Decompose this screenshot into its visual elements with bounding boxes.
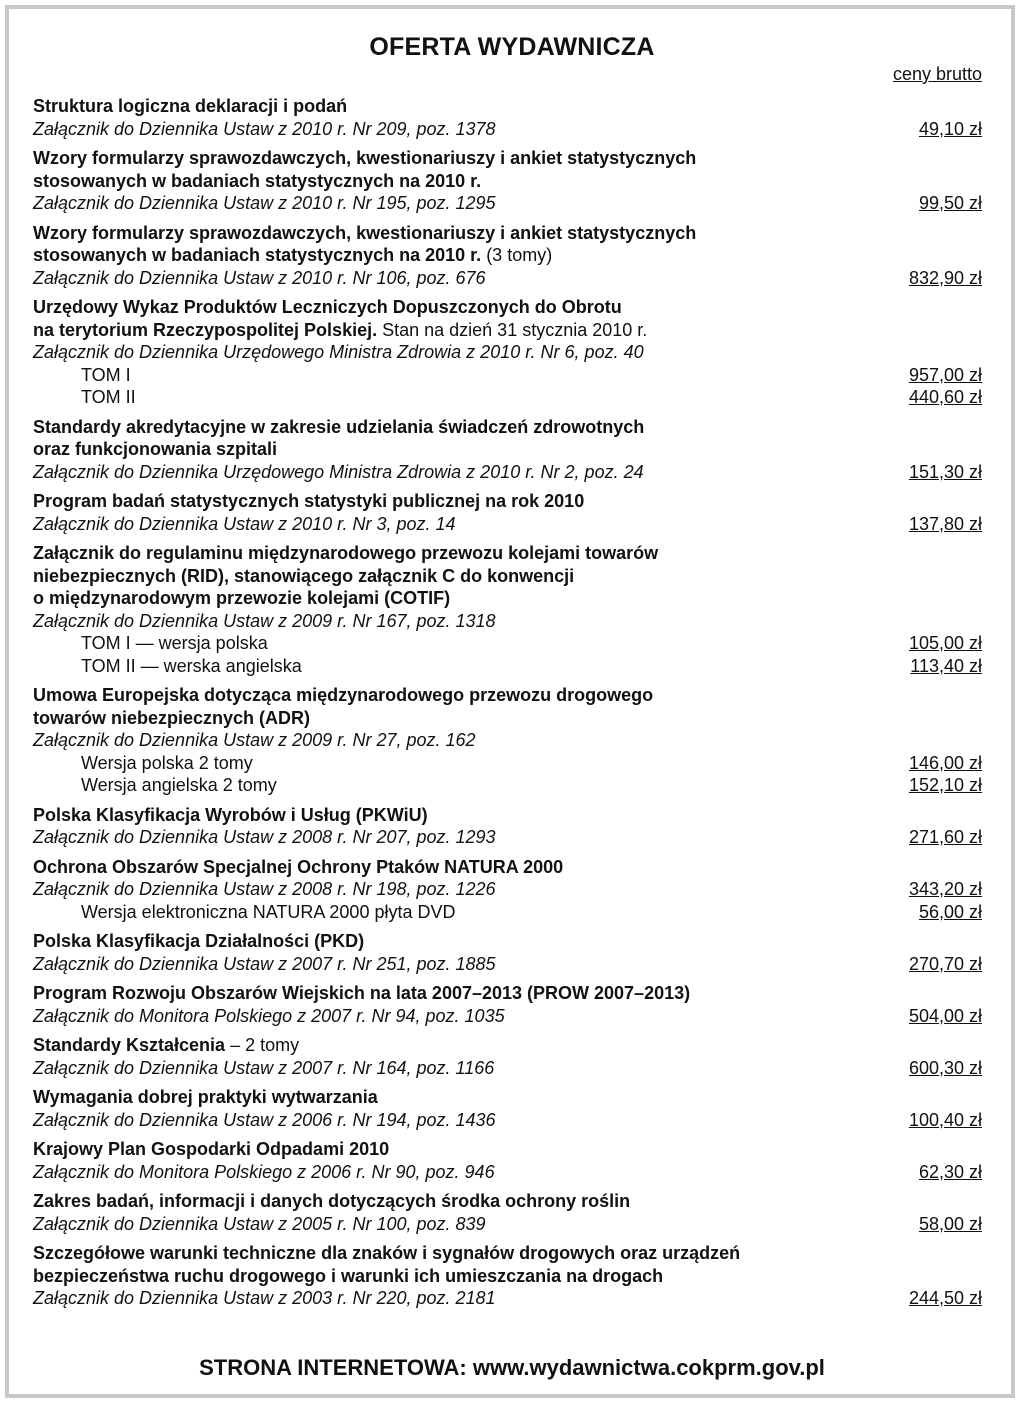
publication-price: 49,10 zł [918, 118, 982, 139]
publication-title-line [33, 1242, 982, 1265]
publication-entry [33, 222, 982, 290]
publication-title: Załącznik do regulaminu międzynarodowego przewozu kolejami towarów [33, 543, 659, 563]
publication-title: Ochrona Obszarów Specjalnej Ochrony Ptaków NATURA 2000 [33, 856, 564, 877]
publication-title-line [33, 542, 982, 565]
publication-entry [33, 490, 982, 535]
publication-title-line [33, 565, 982, 588]
volume-line [33, 655, 982, 678]
publication-source: Załącznik do Dziennika Ustaw z 2010 r. Nr 209, poz. 1378 [33, 118, 496, 139]
publication-title: Wzory formularzy sprawozdawczych, kwestionariuszy i ankiet statystycznych [33, 222, 697, 243]
publication-source: Załącznik do Dziennika Urzędowego Ministra Zdrowia z 2010 r. Nr 6, poz. 40 [33, 342, 644, 362]
publication-title: Wzory formularzy sprawozdawczych, kwestionariuszy i ankiet statystycznych [33, 148, 697, 168]
publication-title-line [33, 319, 982, 342]
publication-source-line [33, 878, 982, 901]
publication-list [33, 95, 982, 1317]
publication-source: Załącznik do Dziennika Ustaw z 2008 r. Nr 207, poz. 1293 [33, 827, 496, 847]
volume-line [33, 386, 982, 409]
publication-entry [33, 1190, 982, 1235]
publication-title-line [33, 587, 982, 610]
publication-price: 600,30 zł [908, 1057, 982, 1078]
publication-title-line [33, 222, 982, 245]
publication-price: 151,30 zł [908, 461, 982, 482]
publication-entry [33, 930, 982, 975]
publication-title: Wymagania dobrej praktyki wytwarzania [33, 1087, 378, 1107]
publication-source: Załącznik do Dziennika Urzędowego Ministra Zdrowia z 2010 r. Nr 2, poz. 24 [33, 461, 644, 482]
publication-title: Umowa Europejska dotycząca międzynarodowego przewozu drogowego [33, 685, 654, 705]
publication-title-line [33, 95, 982, 118]
publication-title: Standardy akredytacyjne w zakresie udzielania świadczeń zdrowotnych [33, 416, 645, 437]
prices-column-header: ceny brutto [892, 64, 982, 84]
publication-entry [33, 856, 982, 924]
volume-label: TOM II [81, 387, 136, 407]
publication-source-line [33, 267, 982, 290]
publication-price: 832,90 zł [908, 267, 982, 288]
publication-source-line [33, 1213, 982, 1236]
volume-line [33, 774, 982, 797]
publication-title: na terytorium Rzeczypospolitej Polskiej. [33, 319, 378, 340]
publication-title-line [33, 1265, 982, 1288]
publication-source-line [33, 1161, 982, 1184]
publication-price: 58,00 zł [918, 1213, 982, 1234]
website-footer: STRONA INTERNETOWA: www.wydawnictwa.cokprm.gov.pl [199, 1355, 825, 1380]
volume-label: Wersja angielska 2 tomy [81, 775, 277, 795]
publication-title: Struktura logiczna deklaracji i podań [33, 96, 348, 116]
publication-title-line [33, 1086, 982, 1109]
publication-title-suffix: (3 tomy) [481, 245, 553, 265]
publication-title-line [33, 982, 982, 1005]
publication-source-line [33, 826, 982, 849]
publication-price: 343,20 zł [908, 879, 982, 899]
volume-line [33, 901, 982, 924]
publication-title-line [33, 490, 982, 513]
publication-source-line [33, 1287, 982, 1310]
publication-source: Załącznik do Dziennika Ustaw z 2003 r. Nr 220, poz. 2181 [33, 1288, 496, 1308]
publication-title: stosowanych w badaniach statystycznych na 2010 r. [33, 170, 482, 191]
publication-price: 100,40 zł [908, 1109, 982, 1130]
volume-label: TOM II — werska angielska [81, 655, 302, 676]
volume-price: 957,00 zł [908, 364, 982, 385]
publication-entry [33, 804, 982, 849]
publication-source-line [33, 1005, 982, 1028]
publication-entry [33, 147, 982, 215]
publication-source-line [33, 1109, 982, 1132]
publication-source: Załącznik do Dziennika Ustaw z 2009 r. Nr 167, poz. 1318 [33, 610, 496, 631]
publication-price: 62,30 zł [918, 1161, 982, 1182]
volume-price: 440,60 zł [908, 387, 982, 407]
publication-source-line [33, 953, 982, 976]
publication-title: Szczegółowe warunki techniczne dla znaków i sygnałów drogowych oraz urządzeń [33, 1243, 741, 1263]
publication-title: Zakres badań, informacji i danych dotyczących środka ochrony roślin [33, 1191, 631, 1211]
publication-title-line [33, 1034, 982, 1057]
publication-title-line [33, 147, 982, 170]
publication-title-line [33, 930, 982, 953]
publication-price: 137,80 zł [908, 513, 982, 534]
publication-price: 504,00 zł [908, 1005, 982, 1026]
publication-price: 270,70 zł [908, 953, 982, 974]
publication-title: Polska Klasyfikacja Działalności (PKD) [33, 931, 365, 951]
publication-price: 271,60 zł [908, 827, 982, 847]
publication-title: Standardy Kształcenia [33, 1035, 226, 1055]
publication-entry [33, 684, 982, 797]
publication-entry [33, 1034, 982, 1079]
volume-price: 152,10 zł [908, 775, 982, 795]
publication-title-line [33, 244, 982, 267]
volume-price: 105,00 zł [908, 633, 982, 653]
publication-source-line [33, 729, 982, 752]
publication-title: bezpieczeństwa ruchu drogowego i warunki ich umieszczania na drogach [33, 1265, 664, 1286]
volume-label: Wersja polska 2 tomy [81, 752, 253, 773]
publication-entry [33, 296, 982, 409]
publication-entry [33, 1086, 982, 1131]
publication-title: Krajowy Plan Gospodarki Odpadami 2010 [33, 1139, 390, 1159]
publication-price: 99,50 zł [918, 193, 982, 213]
publication-title-line [33, 707, 982, 730]
publication-entry [33, 416, 982, 484]
publication-title: Program badań statystycznych statystyki publicznej na rok 2010 [33, 491, 585, 511]
volume-label: Wersja elektroniczna NATURA 2000 płyta DVD [81, 901, 456, 922]
volume-price: 146,00 zł [908, 752, 982, 773]
publication-title: oraz funkcjonowania szpitali [33, 439, 278, 459]
page-title: OFERTA WYDAWNICZA [369, 33, 655, 61]
volume-line [33, 364, 982, 387]
publication-entry [33, 1242, 982, 1310]
publication-entry [33, 542, 982, 677]
publication-title: stosowanych w badaniach statystycznych na 2010 r. [33, 245, 482, 265]
publication-title: Program Rozwoju Obszarów Wiejskich na lata 2007–2013 (PROW 2007–2013) [33, 983, 691, 1003]
publication-entry [33, 95, 982, 140]
publication-title: niebezpiecznych (RID), stanowiącego załącznik C do konwencji [33, 565, 575, 586]
publication-source: Załącznik do Dziennika Ustaw z 2007 r. Nr 164, poz. 1166 [33, 1057, 495, 1078]
publication-title: towarów niebezpiecznych (ADR) [33, 707, 311, 728]
volume-line [33, 752, 982, 775]
publication-source-line [33, 1057, 982, 1080]
publication-title-line [33, 804, 982, 827]
publication-title-line [33, 416, 982, 439]
publication-entry [33, 982, 982, 1027]
volume-line [33, 632, 982, 655]
publication-title-suffix: Stan na dzień 31 stycznia 2010 r. [377, 319, 648, 340]
publication-source-line [33, 513, 982, 536]
publication-source-line [33, 118, 982, 141]
publication-source-line [33, 461, 982, 484]
publication-source-line [33, 610, 982, 633]
publication-source: Załącznik do Dziennika Ustaw z 2010 r. Nr 3, poz. 14 [33, 513, 456, 534]
volume-label: TOM I [81, 364, 131, 385]
publication-title: Polska Klasyfikacja Wyrobów i Usług (PKWiU) [33, 804, 428, 825]
publication-source-line [33, 192, 982, 215]
publication-source-line [33, 341, 982, 364]
volume-price: 56,00 zł [918, 901, 982, 922]
publication-source: Załącznik do Dziennika Ustaw z 2008 r. Nr 198, poz. 1226 [33, 879, 496, 899]
publication-source: Załącznik do Monitora Polskiego z 2006 r. Nr 90, poz. 946 [33, 1161, 495, 1182]
publication-source: Załącznik do Dziennika Ustaw z 2010 r. Nr 106, poz. 676 [33, 267, 486, 288]
publication-title-line [33, 856, 982, 879]
publication-title-line [33, 684, 982, 707]
publication-source: Załącznik do Dziennika Ustaw z 2006 r. Nr 194, poz. 1436 [33, 1109, 496, 1130]
publication-title-suffix: – 2 tomy [225, 1035, 300, 1055]
publication-title-line [33, 296, 982, 319]
publication-source: Załącznik do Dziennika Ustaw z 2010 r. Nr 195, poz. 1295 [33, 193, 496, 213]
publication-title-line [33, 170, 982, 193]
publication-price: 244,50 zł [908, 1288, 982, 1308]
publication-title-line [33, 1190, 982, 1213]
volume-price: 113,40 zł [910, 655, 982, 676]
publication-source: Załącznik do Dziennika Ustaw z 2007 r. Nr 251, poz. 1885 [33, 953, 496, 974]
publication-title: o międzynarodowym przewozie kolejami (COTIF) [33, 588, 451, 608]
volume-label: TOM I — wersja polska [81, 633, 268, 653]
publication-source: Załącznik do Monitora Polskiego z 2007 r. Nr 94, poz. 1035 [33, 1005, 505, 1026]
publication-source: Załącznik do Dziennika Ustaw z 2009 r. Nr 27, poz. 162 [33, 730, 476, 750]
publication-source: Załącznik do Dziennika Ustaw z 2005 r. Nr 100, poz. 839 [33, 1213, 486, 1234]
publication-title-line [33, 438, 982, 461]
publication-title: Urzędowy Wykaz Produktów Leczniczych Dopuszczonych do Obrotu [33, 297, 622, 317]
publication-entry [33, 1138, 982, 1183]
publication-title-line [33, 1138, 982, 1161]
